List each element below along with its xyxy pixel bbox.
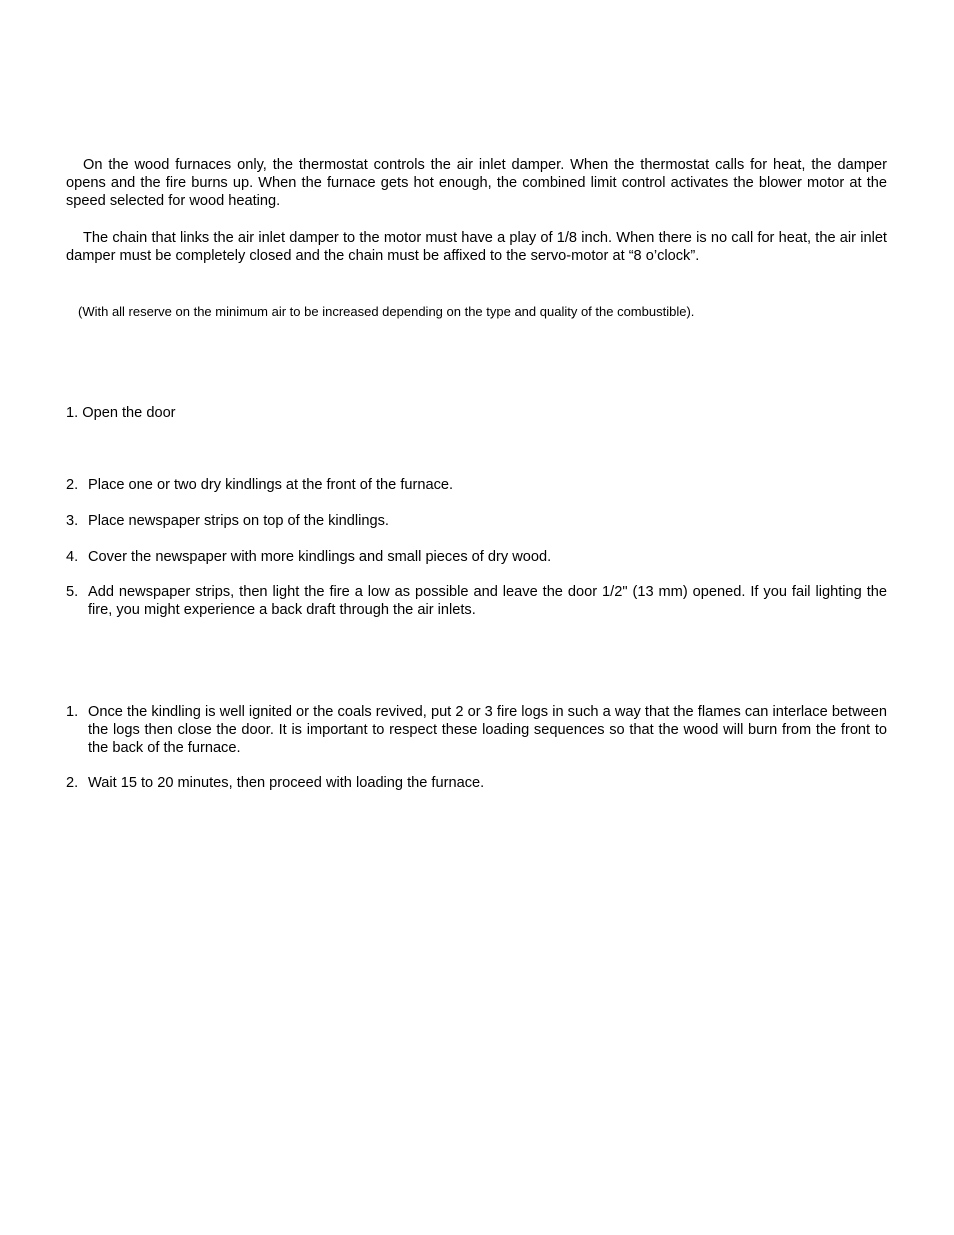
step-text: Wait 15 to 20 minutes, then proceed with loading the furnace. bbox=[88, 775, 485, 791]
loading-step-2 bbox=[66, 774, 887, 792]
step-text: Cover the newspaper with more kindlings and small pieces of dry wood. bbox=[88, 549, 552, 565]
step-number: 5. bbox=[66, 584, 79, 600]
lighting-step-5 bbox=[66, 583, 887, 619]
step-text: Place one or two dry kindlings at the front of the furnace. bbox=[88, 477, 454, 493]
lighting-step-4 bbox=[66, 548, 887, 566]
step-number: 1. bbox=[66, 704, 79, 720]
chain-paragraph: The chain that links the air inlet damper to the motor must have a play of 1/8 inch. When there is no call for heat, the air inlet damper must be completely closed and the chain must be affixed to the servo-motor at “8 o’clock”. bbox=[66, 230, 887, 264]
step-number: 4. bbox=[66, 549, 79, 565]
step-text: Once the kindling is well ignited or the coals revived, put 2 or 3 fire logs in such a way that the flames can interlace between the logs then close the door. It is important to respect these loading sequences so that the wood will burn from the front to the back of the furnace. bbox=[88, 704, 887, 756]
combustible-note: (With all reserve on the minimum air to be increased depending on the type and quality of the combustible). bbox=[78, 304, 695, 319]
step-text: Place newspaper strips on top of the kindlings. bbox=[88, 513, 389, 529]
step-number: 2. bbox=[66, 775, 79, 791]
thermostat-paragraph: On the wood furnaces only, the thermostat controls the air inlet damper. When the thermostat calls for heat, the damper opens and the fire burns up. When the furnace gets hot enough, the combined limit control activates the blower motor at the speed selected for wood heating. bbox=[66, 157, 887, 209]
lighting-step-2 bbox=[66, 476, 887, 494]
lighting-step-1 bbox=[66, 404, 887, 422]
step-text: Add newspaper strips, then light the fire a low as possible and leave the door 1/2" (13 mm) opened. If you fail lighting the fire, you might experience a back draft through the air inlets. bbox=[88, 584, 887, 618]
lighting-step-3 bbox=[66, 512, 887, 530]
step-text: Open the door bbox=[82, 405, 176, 421]
step-number: 3. bbox=[66, 513, 79, 529]
step-number: 1. bbox=[66, 405, 83, 421]
loading-step-1 bbox=[66, 703, 887, 757]
step-number: 2. bbox=[66, 477, 79, 493]
